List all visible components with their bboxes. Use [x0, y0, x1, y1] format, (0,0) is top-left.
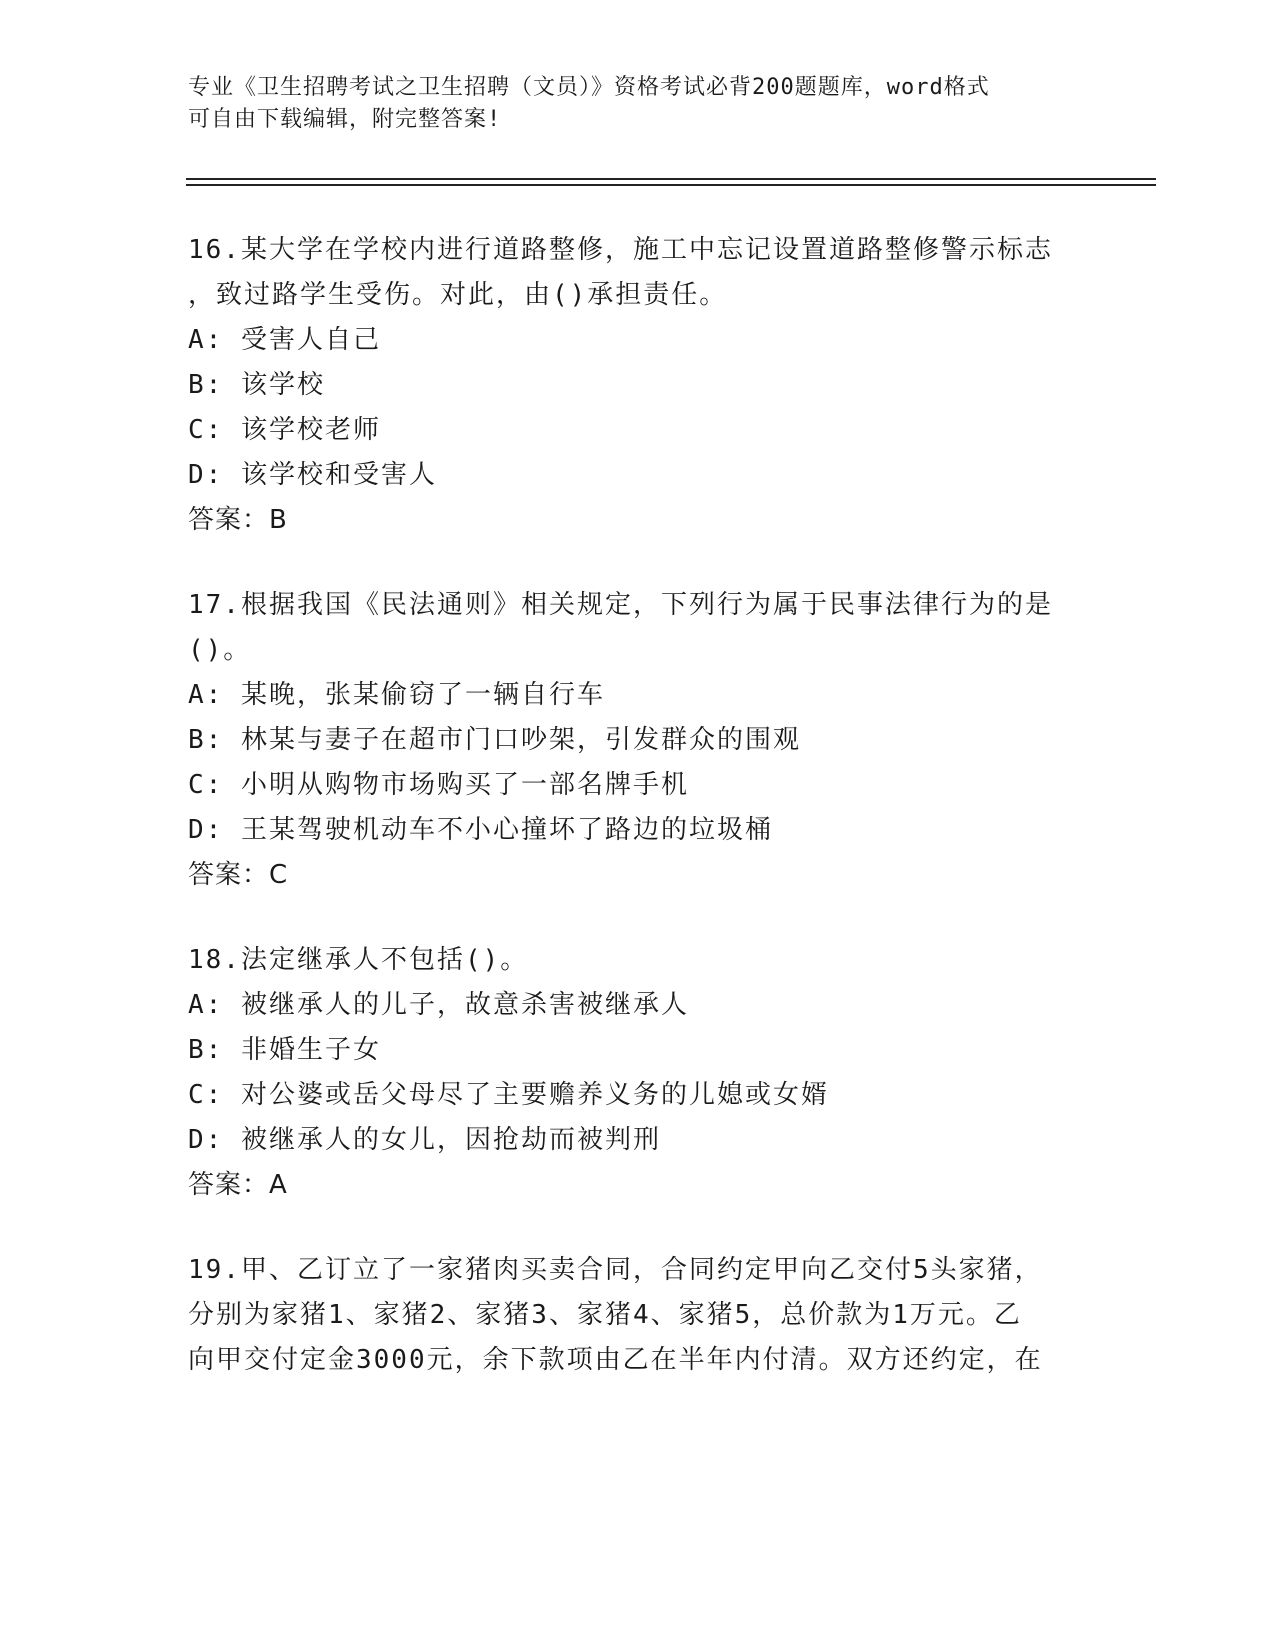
option-a: A: 受害人自己 — [188, 325, 381, 355]
answer-label: 答案：C — [188, 860, 289, 890]
question-18 — [188, 938, 1088, 1208]
answer-label: 答案：A — [188, 1170, 288, 1200]
option-c: C: 小明从购物市场购买了一部名牌手机 — [188, 770, 689, 800]
option-d: D: 被继承人的女儿，因抢劫而被判刑 — [188, 1125, 661, 1155]
option-b: B: 非婚生子女 — [188, 1035, 381, 1065]
question-stem-line: 16.某大学在学校内进行道路整修，施工中忘记设置道路整修警示标志 — [188, 235, 1053, 265]
document-header — [188, 72, 1088, 136]
header-divider-bottom — [186, 184, 1156, 186]
option-d: D: 该学校和受害人 — [188, 460, 437, 490]
question-stem-line: 18.法定继承人不包括()。 — [188, 945, 529, 975]
option-d: D: 王某驾驶机动车不小心撞坏了路边的垃圾桶 — [188, 815, 773, 845]
option-c: C: 对公婆或岳父母尽了主要赡养义务的儿媳或女婿 — [188, 1080, 829, 1110]
question-stem-line: 向甲交付定金3000元，余下款项由乙在半年内付清。双方还约定，在 — [188, 1345, 1043, 1375]
option-b: B: 该学校 — [188, 370, 325, 400]
option-a: A: 某晚，张某偷窃了一辆自行车 — [188, 680, 605, 710]
question-stem-line: 17.根据我国《民法通则》相关规定，下列行为属于民事法律行为的是 — [188, 590, 1053, 620]
header-divider-top — [186, 178, 1156, 180]
option-b: B: 林某与妻子在超市门口吵架，引发群众的围观 — [188, 725, 801, 755]
question-17 — [188, 583, 1088, 898]
question-stem-line: ，致过路学生受伤。对此，由()承担责任。 — [188, 280, 728, 310]
answer-label: 答案：B — [188, 505, 288, 535]
header-line-2: 可自由下载编辑，附完整答案! — [188, 107, 502, 132]
question-16 — [188, 228, 1088, 543]
question-stem-line: ()。 — [188, 635, 252, 665]
option-a: A: 被继承人的儿子，故意杀害被继承人 — [188, 990, 689, 1020]
question-19 — [188, 1248, 1088, 1383]
question-stem-line: 19.甲、乙订立了一家猪肉买卖合同，合同约定甲向乙交付5头家猪， — [188, 1255, 1043, 1285]
header-line-1: 专业《卫生招聘考试之卫生招聘（文员）》资格考试必背200题题库，word格式 — [188, 75, 990, 100]
question-stem-line: 分别为家猪1、家猪2、家猪3、家猪4、家猪5，总价款为1万元。乙 — [188, 1300, 1022, 1330]
option-c: C: 该学校老师 — [188, 415, 381, 445]
